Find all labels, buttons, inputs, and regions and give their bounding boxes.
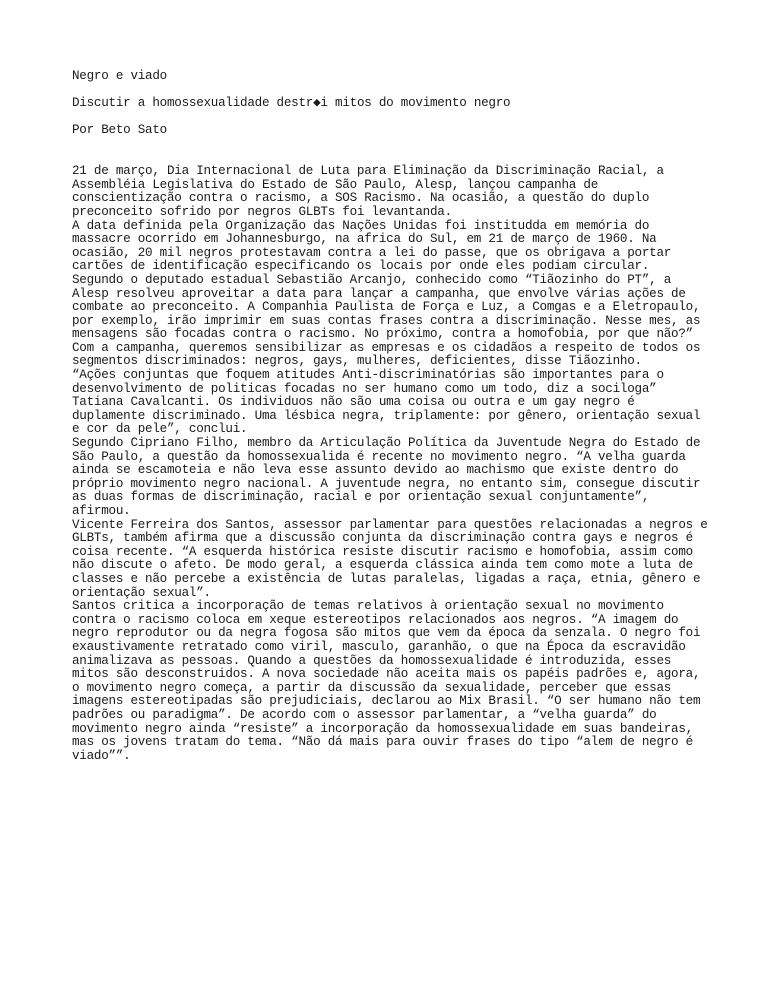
- document-page: [72, 70, 712, 763]
- paragraph-2: A data definida pela Organização das Nações Unidas foi institudda em memória do massacre ocorrido em Johannesburgo, na africa do Sul, em 21 de março de 1960. Na ocasião, 20 mil negros protestavam contra a lei do passe, que os obrigava a portar cartões de identificação especificando os locais por onde eles podiam circular.: [72, 218, 672, 274]
- paragraph-1: 21 de março, Dia Internacional de Luta para Eliminação da Discriminação Racial, a Assembléia Legislativa do Estado de São Paulo, Alesp, lançou campanha de conscientização contra o racismo, a SOS Racismo. Na ocasião, a questão do duplo preconceito sofrido por negros GLBTs foi levantanda.: [72, 164, 664, 219]
- paragraph-6: Vicente Ferreira dos Santos, assessor parlamentar para questões relacionadas a negros e GLBTs, também afirma que a discussão conjunta da discriminação contra gays e negros é coisa recente. “A esquerda histórica resiste discutir racismo e homofobia, assim como não discute o afeto. De modo geral, a esquerda clássica ainda tem como mote a luta de classes e não percebe a existência de lutas paralelas, ligadas a raça, etnia, gênero e orientação sexual”.: [72, 517, 708, 600]
- document-subtitle: Discutir a homossexualidade destr◆i mitos do movimento negro: [72, 96, 511, 111]
- article-body: [72, 165, 712, 763]
- paragraph-4: “Ações conjuntas que foquem atitudes Anti-discriminatórias são importantes para o desenvolvimento de politicas focadas no ser humano como um todo, diz a sociloga” Tatiana Cavalcanti. Os individuos não são uma coisa ou outra e um gay negro é duplamente discriminado. Uma lésbica negra, triplamente: por gênero, orientação sexual e cor da pele”, conclui.: [72, 368, 701, 437]
- document-title: Negro e viado: [72, 69, 167, 83]
- paragraph-3: Segundo o deputado estadual Sebastião Arcanjo, conhecido como “Tiãozinho do PT”, a Alesp resolveu aproveitar a data para lançar a campanha, que envolve várias ações de combate ao preconceito. A Companhia Paulista de Força e Luz, a Comgas e a Eletropaulo, por exemplo, irão imprimir em suas contas frases contra a discriminação. Nesse mes, as mensagens são focadas contra o racismo. No próximo, contra a homofobia, por que não?” Com a campanha, queremos sensibilizar as empresas e os cidadãos a respeito de todos os segmentos discriminados: negros, gays, mulheres, deficientes, disse Tiãozinho.: [72, 272, 701, 369]
- document-byline: Por Beto Sato: [72, 123, 167, 138]
- paragraph-5: Segundo Cipriano Filho, membro da Articulação Política da Juventude Negra do Estado de São Paulo, a questão da homossexualida é recente no movimento negro. “A velha guarda ainda se escamoteia e não leva esse assunto devido ao machismo que existe dentro do próprio movimento negro nacional. A juventude negra, no entanto sim, consegue discutir as duas formas de discriminação, racial e por orientação sexual conjuntamente”, afirmou.: [72, 436, 701, 518]
- paragraph-7: Santos critica a incorporação de temas relativos à orientação sexual no movimento contra o racismo coloca em xeque estereotipos relacionados aos negros. “A imagem do negro reprodutor ou da negra fogosa são mitos que vem da época da senzala. O negro foi exaustivamente retratado como viril, masculo, garanhão, o que na Época da escravidão animalizava as pessoas. Quando a questões da homossexualidade é introduzida, esses mitos são desconstruidos. A nova sociedade não aceita mais os papéis padrões e, agora, o movimento negro começa, a partir da discussão da sexualidade, perceber que essas imagens estereotipadas são prejudiciais, declarou ao Mix Brasil. “O ser humano não tem padrões ou paradigma”. De acordo com o assessor parlamentar, a “velha guarda” do movimento negro ainda “resiste” a incorporação da homossexualidade em suas bandeiras, mas os jovens tratam do tema. “Não dá mais para ouvir frases do tipo “alem de negro é viado””.: [72, 599, 701, 763]
